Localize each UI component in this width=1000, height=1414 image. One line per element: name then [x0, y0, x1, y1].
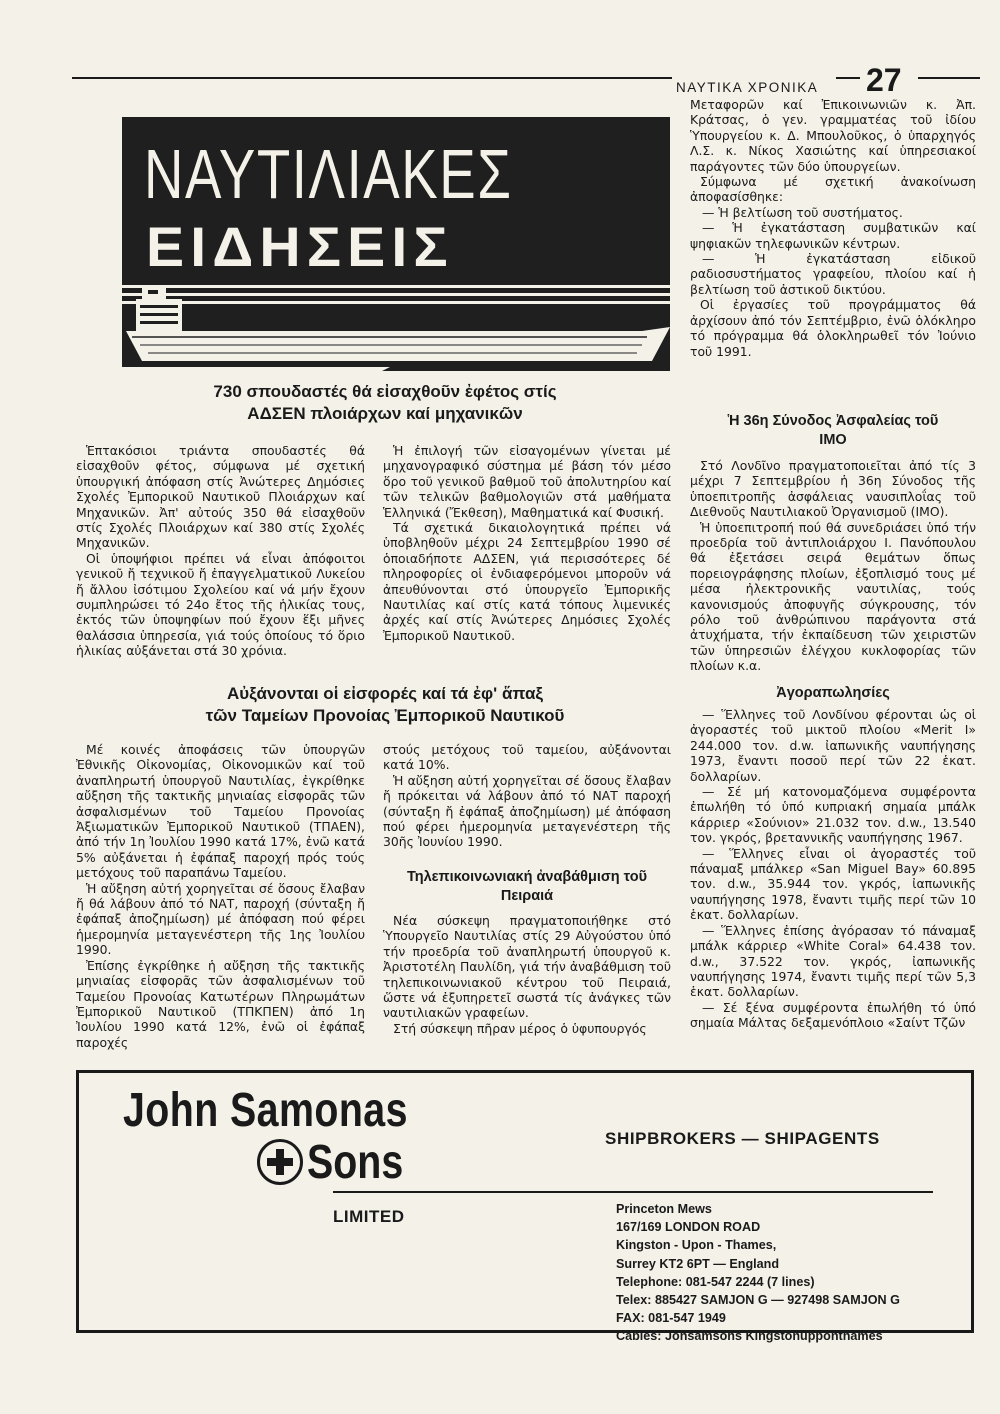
article5-paragraph: — Ἕλληνες τοῦ Λονδίνου φέρονται ὡς οἱ ἀγοραστές τοῦ μικτοῦ πλοίου «Merit I» 244.000 τον. d.w. ἰαπωνικῆς ναυπήγησης 1973, ἔναντι ποσοῦ περί τῶν 22 ἑκατ. δολλαρίων. [690, 707, 976, 784]
article2-headline-line1: Αὐξάνονται οἱ εἰσφορές καί τά ἐφ' ἅπαξ [227, 684, 543, 703]
article5-paragraph: — Σέ ξένα συμφέροντα ἐπωλήθη τό ὑπό σημαία Μάλτας δεξαμενόπλοιο «Σαίντ Τζῶν [690, 999, 976, 1031]
article4-headline-line2: ΙΜΟ [819, 432, 847, 448]
ad-address-line: Princeton Mews [616, 1202, 712, 1216]
article5-paragraph: — Ἕλληνες εἶναι οἱ ἀγοραστές τοῦ πάναμαξ μπάλκερ «San Miguel Bay» 60.895 τον. d.w., 35.944 τον. γκρός, ἰαπωνικῆς ναυπήγησης 1978, ἔναντι τιμῆς περί τῶν 10 ἑκατ. δολλαρίων. [690, 845, 976, 923]
article3-paragraph: Νέα σύσκεψη πραγματοποιήθηκε στό Ὑπουργεῖο Ναυτιλίας στίς 29 Αὐγούστου ὑπό τήν προεδρία τοῦ ἀναπληρωτή ὑπουργοῦ κ. Ἀριστοτέλη Παυλίδη, γιά τήν ἀναβάθμιση τοῦ τηλεπικοινωνιακοῦ κέντρου τοῦ Πειραιά, ὥστε νά ἐξυπηρετεῖ σωστά τίς ἀνάγκες τῶν ναυτιλιακῶν γραφείων. [383, 913, 671, 1021]
article4-paragraph: Ἡ ὑποεπιτροπή πού θά συνεδριάσει ὑπό τήν προεδρία τοῦ ἀντιπλοιάρχου Ι. Πανόπουλου θά ἐξετάσει σειρά θεμάτων ὅπως πορειογράφησης πλοίων, ἐξοπλισμό τους μέ μέσα ἠλεκτρονικῆς ναυτιλίας, τούς κανονισμούς ἀποφυγῆς σύγκρουσης, τόν ρόλο τοῦ ἀνθρώπινου παράγοντα στά ἀτυχήματα, τήν ἐκπαίδευση τῶν χειριστῶν τῶν ὑπηρεσιῶν ἐλέγχου κυκλοφορίας τῶν πλοίων κ.α. [690, 519, 976, 674]
article2-headline-line2: τῶν Ταμείων Προνοίας Ἐμπορικοῦ Ναυτικοῦ [205, 706, 565, 725]
article1-paragraph: Τά σχετικά δικαιολογητικά πρέπει νά ὑποβληθοῦν μέχρι 24 Σεπτεμβρίου 1990 σέ ὁποιαδήποτε ΑΔΣΕΝ, γιά περισσότερες δέ πληροφορίες οἱ ἐνδιαφερόμενοι μποροῦν νά ἀπευθύνονται στό ὑπουργεῖο Ἐμπορικῆς Ναυτιλίας καί στίς κατά τόπους λιμενικές ἀρχές καί στίς Ἀνώτερες Δημόσιες Σχολές Ἐμπορικοῦ Ναυτικοῦ. [383, 520, 671, 643]
ad-divider [333, 1191, 933, 1193]
article2-headline [90, 683, 680, 727]
ad-address-line: FAX: 081-547 1949 [616, 1311, 726, 1326]
col3-paragraph: — Ἡ ἐγκατάσταση συμβατικῶν καί ψηφιακῶν τηλεφωνικῶν κέντρων. [690, 220, 976, 251]
col3-paragraph: Σύμφωνα μέ σχετική ἀνακοίνωση ἀποφασίσθηκε: [690, 174, 976, 205]
article2-column1 [76, 742, 365, 1050]
article3-paragraph: Στή σύσκεψη πῆραν μέρος ὁ ὑφυπουργός [393, 1020, 647, 1036]
ad-limited: LIMITED [333, 1207, 405, 1226]
article2-column2 [383, 742, 671, 850]
ad-company-name: John Samonas [123, 1084, 408, 1137]
article2-paragraph: Ἡ αὔξηση αὐτή χορηγεῖται σέ ὅσους ἔλαβαν ἤ πρόκειται νά λάβουν ἀπό τό ΝΑΤ παροχή (σύνταξη ἤ ἐφάπαξ ἀποζημίωση) μέ ἀπόφαση πού φέρει ἡμερομηνία μεταγενέστερη τῆς 30ῆς Ἰουνίου 1990. [383, 772, 671, 850]
article1-headline [100, 381, 670, 425]
article5-paragraph: — Σέ μή κατονομαζόμενα συμφέροντα ἐπωλήθη τό ὑπό κυπριακή σημαία μπάλκ κάρριερ «Σούνιον» 21.032 τον. d.w., 13.540 τον. γκρός, βρεταννικῆς ναυπήγησης 1967. [690, 784, 976, 846]
article5-headline: Ἀγοραπωλησίες [776, 685, 890, 701]
article1-column1 [76, 443, 365, 659]
section-banner [122, 117, 670, 369]
article4-headline [690, 412, 976, 450]
article1-column2 [383, 443, 671, 643]
article4-body [690, 458, 976, 674]
ad-address-line: Telephone: 081-547 2244 (7 lines) [616, 1274, 815, 1289]
ship-illustration [122, 287, 670, 371]
article2-paragraph: Ἡ αὔξηση αὐτή χορηγεῖται σέ ὅσους ἔλαβαν ἤ θά λάβουν ἀπό τό ΝΑΤ, παροχή (σύνταξη ἤ ἐφάπαξ ἀποζημίωση) μέ ἀπόφαση πού φέρει ἡμερομηνία μεταγενέστερη τῆς 1ης Ἰουλίου 1990. [76, 880, 365, 958]
article1-paragraph: Οἱ ὑποψήφιοι πρέπει νά εἶναι ἀπόφοιτοι γενικοῦ ἤ τεχνικοῦ ἤ ἐπαγγελματικοῦ Λυκείου ἤ ἄλλου ἰσότιμου Σχολείου καί νά μήν ἔχουν συμπληρώσει τό 24ο ἔτος τῆς ἡλικίας τους, ἐκτός τῶν ὑποψηφίων πού ἔχουν ἕξι μῆνες θαλάσσια ὑπηρεσία, γιά τούς ὁποίους τό ὅριο ἡλικίας αὐξάνεται στά 30 χρόνια. [76, 550, 365, 659]
ad-address-line: Surrey KT2 6PT — England [616, 1256, 780, 1271]
article3-headline-line2: Πειραιά [500, 888, 554, 904]
col3-paragraph: — Ἡ ἐγκατάσταση εἰδικοῦ ραδιοσυστήματος γραφείου, πλοίου καί ἡ βελτίωση τοῦ ἀστικοῦ δικτύου. [690, 251, 976, 297]
article5-paragraph: — Ἕλληνες ἐπίσης ἀγόρασαν τό πάναμαξ μπάλκ κάρριερ «White Coral» 64.438 τον. d.w., 37.522 τον. γκρός, ἰαπωνικῆς ναυπήγησης 1974, ἔναντι τιμῆς περί τῶν 5,3 ἑκατ. δολλαρίων. [690, 922, 976, 1000]
ad-address-line: Kingston - Upon - Thames, [616, 1238, 777, 1253]
header-rule-end [918, 77, 980, 79]
article4-headline-line1: Ἡ 36η Σύνοδος Ἀσφαλείας τοῦ [727, 413, 939, 429]
article3-headline [383, 868, 671, 906]
article4-paragraph: Στό Λονδῖνο πραγματοποιεῖται ἀπό τίς 3 μέχρι 7 Σεπτεμβρίου ἡ 36η Σύνοδος τῆς ὑποεπιτροπῆς ἀσφάλειας ναυσιπλοΐας τοῦ Διεθνοῦς Ναυτιλιακοῦ Ὀργανισμοῦ (ΙΜΟ). [690, 458, 976, 520]
ad-tagline: SHIPBROKERS — SHIPAGENTS [605, 1129, 880, 1148]
ad-address-block [616, 1200, 900, 1346]
running-header-title: ΝΑΥΤΙΚΑ ΧΡΟΝΙΚΑ [676, 80, 819, 95]
ad-company-name-sons: Sons [307, 1136, 404, 1189]
ad-address-line: Cables: Jonsamsons Kingstonupponthames [616, 1329, 883, 1344]
advertisement [76, 1070, 974, 1344]
article2-paragraph: Ἐπίσης ἐγκρίθηκε ἡ αὔξηση τῆς τακτικῆς μηνιαίας εἰσφορᾶς τῶν ἀσφαλισμένων τοῦ Ταμείου Προνοίας Κατωτέρων Πληρωμάτων Ἐμπορικοῦ Ναυτικοῦ (ΤΠΚΠΕΝ) ἀπό 1η Ἰουλίου 1990 κατά 12%, ἐνῶ οἱ ἐφάπαξ παροχές [76, 957, 365, 1050]
article3-continuation [690, 97, 976, 359]
article3-headline-line1: Τηλεπικοινωνιακή ἀναβάθμιση τοῦ [406, 869, 648, 885]
article1-paragraph: Ἡ ἐπιλογή τῶν εἰσαγομένων γίνεται μέ μηχανογραφικό σύστημα μέ βάση τόν μέσο ὅρο τοῦ γενικοῦ βαθμοῦ τοῦ ἀπολυτηρίου καί τῶν τελικῶν βαθμολογιῶν στά μαθήματα Ἑλληνικά (Ἔκθεση), Μαθηματικά καί Φυσική. [383, 443, 671, 520]
header-rule [72, 77, 672, 79]
plus-icon [257, 1139, 303, 1185]
col3-paragraph: — Ἡ βελτίωση τοῦ συστήματος. [702, 204, 903, 220]
article1-headline-line1: 730 σπουδαστές θά εἰσαχθοῦν ἐφέτος στίς [213, 382, 557, 401]
col3-paragraph: Μεταφορῶν καί Ἐπικοινωνιῶν κ. Ἀπ. Κράτσας, ὁ γεν. γραμματέας τοῦ ἰδίου Ὑπουργείου κ. Δ. Μπουλοῦκος, ὁ ὑπαρχηγός Λ.Σ. κ. Νίκος Χασιώτης καί ὑπηρεσιακοί παράγοντες τῶν δύο ὑπουργείων. [690, 97, 976, 174]
header-rule-short [836, 77, 860, 79]
ad-address-line: Telex: 885427 SAMJON G — 927498 SAMJON G [616, 1293, 900, 1308]
article5-body [690, 707, 976, 1031]
article1-paragraph: Ἑπτακόσιοι τριάντα σπουδαστές θά εἰσαχθοῦν φέτος, σύμφωνα μέ σχετική ὑπουργική ἀπόφαση στίς Ἀνώτερες Δημόσιες Σχολές Ἐμπορικοῦ Ναυτικοῦ Πλοιάρχων καί Μηχανικῶν. Ἀπ' αὐτούς 350 θά εἰσαχθοῦν στίς Σχολές Πλοιάρχων καί 380 στίς Σχολές Μηχανικῶν. [76, 443, 365, 551]
article2-paragraph: Μέ κοινές ἀποφάσεις τῶν ὑπουργῶν Ἐθνικῆς Οἰκονομίας, Οἰκονομικῶν καί τοῦ ἀναπληρωτή ὑπουργοῦ Ναυτιλίας, ἐγκρίθηκε αὔξηση τῆς τακτικῆς μηνιαίας εἰσφορᾶς τῶν ἀσφαλισμένων τοῦ Ταμείου Προνοίας Ἀξιωματικῶν Ἐμπορικοῦ Ναυτικοῦ (ΤΠΑΕΝ), ἀπό τήν 1η Ἰουλίου 1990 κατά 17%, ἐνῶ κατά 5% αὐξάνεται ἡ ἐφάπαξ παροχή πρός τούς μετόχους τοῦ παραπάνω Ταμείου. [76, 742, 365, 881]
banner-title-line1: ΝΑΥΤΙΛΙΑΚΕΣ [144, 135, 513, 213]
article1-headline-line2: ΑΔΣΕΝ πλοιάρχων καί μηχανικῶν [247, 404, 523, 423]
banner-title-line2: ΕΙΔΗΣΕΙΣ [146, 215, 454, 278]
article2-paragraph: στούς μετόχους τοῦ ταμείου, αὐξάνονται κατά 10%. [383, 742, 671, 773]
article3-body [383, 913, 671, 1036]
col3-paragraph: Οἱ ἐργασίες τοῦ προγράμματος θά ἀρχίσουν ἀπό τόν Σεπτέμβριο, ἐνῶ ὁλόκληρο τό πρόγραμμα θά ὁλοκληρωθεῖ τόν Ἰούνιο τοῦ 1991. [690, 297, 976, 359]
ad-address-line: 167/169 LONDON ROAD [616, 1220, 761, 1235]
page-number: 27 [866, 62, 902, 98]
